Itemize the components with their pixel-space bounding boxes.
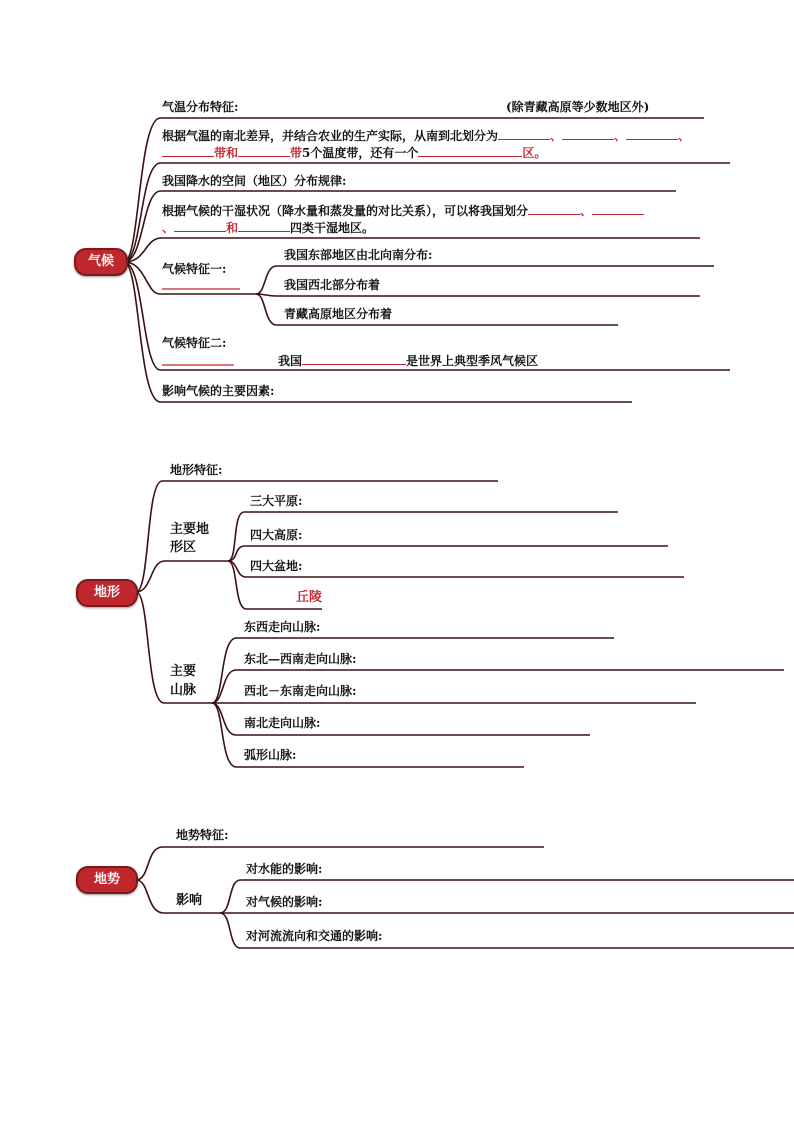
ns-label: 南北走向山脉: xyxy=(244,716,321,730)
five-zones-text: 5个温度带，还有一个 xyxy=(302,146,419,160)
relief-features-label: 地势特征: xyxy=(176,828,229,842)
climate-node: 气候 xyxy=(74,248,128,276)
blank-zone-3[interactable] xyxy=(626,128,678,140)
rivers-label: 对河流流向和交通的影响: xyxy=(246,929,383,943)
blank-dw-2[interactable] xyxy=(592,203,644,215)
northwest-label: 我国西北部分布着 xyxy=(284,278,381,292)
sep-2: 、 xyxy=(614,129,627,143)
nw-se-label: 西北－东南走向山脉: xyxy=(244,684,357,698)
hydro-label: 对水能的影响: xyxy=(246,862,323,876)
basins-label: 四大盆地: xyxy=(250,559,303,573)
precip-label: 我国降水的空间（地区）分布规律: xyxy=(162,174,347,188)
ne-sw-label: 东北—西南走向山脉: xyxy=(244,652,357,666)
terrain-features-label: 地形特征: xyxy=(170,463,223,477)
temp-zones-line1 xyxy=(162,128,690,143)
dw-sep-2: 、 xyxy=(162,221,175,235)
blank-zone-5[interactable] xyxy=(238,145,290,157)
country-text: 我国 xyxy=(278,354,303,368)
temp-note: (除青藏高原等少数地区外) xyxy=(506,100,650,114)
sep-3: 、 xyxy=(678,129,691,143)
branch-relief-features xyxy=(136,847,544,880)
qinghai-label: 青藏高原地区分布着 xyxy=(284,307,393,321)
main-regions-label-2: 形区 xyxy=(170,540,197,555)
four-types-text: 四类干湿地区。 xyxy=(290,221,375,235)
arc-label: 弧形山脉: xyxy=(244,748,297,762)
factors-label: 影响气候的主要因素: xyxy=(162,384,275,398)
main-regions-label-1: 主要地 xyxy=(170,522,210,537)
dry-wet-text: 根据气候的干湿状况（降水量和蒸发量的对比关系），可以将我国划分 xyxy=(162,204,529,218)
plateaus-label: 四大高原: xyxy=(250,528,303,542)
dry-wet-line2 xyxy=(162,220,374,235)
dw-sep-1: 、 xyxy=(580,204,593,218)
dry-wet-line1 xyxy=(162,203,644,218)
branch-main-regions xyxy=(136,561,228,592)
band-and: 带和 xyxy=(214,146,239,160)
relief-node: 地势 xyxy=(76,866,138,894)
blank-dw-1[interactable] xyxy=(528,203,580,215)
influence-label: 影响 xyxy=(176,893,203,908)
main-mountains-label-2: 山脉 xyxy=(170,683,197,698)
terrain-node: 地形 xyxy=(76,579,138,607)
main-mountains-label-1: 主要 xyxy=(170,664,197,679)
temp-dist-label: 气温分布特征: xyxy=(162,100,239,114)
climate-influence-label: 对气候的影响: xyxy=(246,895,323,909)
blank-monsoon[interactable] xyxy=(302,353,406,365)
blank-dw-3[interactable] xyxy=(174,220,226,232)
temp-zones-line2 xyxy=(162,145,546,160)
ew-label: 东西走向山脉: xyxy=(244,620,321,634)
region-label: 区。 xyxy=(522,146,547,160)
monsoon-text: 是世界上典型季风气候区 xyxy=(406,354,539,368)
feature2-label: 气候特征二: xyxy=(162,336,227,350)
branch-northwest xyxy=(256,294,700,296)
plains-label: 三大平原: xyxy=(250,494,303,508)
blank-zone-4[interactable] xyxy=(162,145,214,157)
sep-1: 、 xyxy=(550,129,563,143)
blank-zone-2[interactable] xyxy=(562,128,614,140)
blank-region[interactable] xyxy=(418,145,522,157)
monsoon-line xyxy=(278,353,538,368)
east-label: 我国东部地区由北向南分布: xyxy=(284,248,433,262)
hills-label: 丘陵 xyxy=(296,590,323,605)
blank-zone-1[interactable] xyxy=(498,128,550,140)
blank-dw-4[interactable] xyxy=(238,220,290,232)
feature1-label: 气候特征一: xyxy=(162,262,227,276)
temp-zones-text: 根据气温的南北差异，并结合农业的生产实际，从南到北划分为 xyxy=(162,129,499,143)
dw-and: 和 xyxy=(226,221,239,235)
band-label: 带 xyxy=(290,146,303,160)
